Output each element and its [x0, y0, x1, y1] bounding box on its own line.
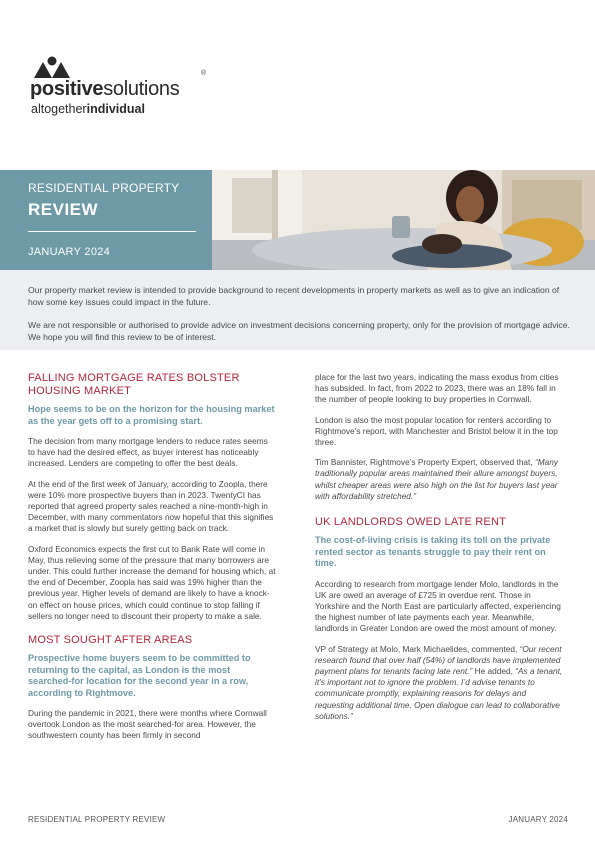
section-lead-landlords: The cost-of-living crisis is taking its toll on the private rented sector as tenants struggle to pay their rent on time. [315, 535, 551, 569]
hero-photo [212, 170, 595, 270]
banner-subtitle: RESIDENTIAL PROPERTY [28, 181, 180, 195]
section-heading-sought-areas: MOST SOUGHT AFTER AREAS [28, 634, 193, 647]
body-paragraph-continued: place for the last two years, indicating the mass exodus from cities has subsided. In fact, from 2022 to 2023, there was an 18% fall in the number of people looking to buy properties in Cornwall. [315, 372, 559, 405]
logo-tagline: altogetherindividual [31, 102, 145, 116]
footer-title: RESIDENTIAL PROPERTY REVIEW [28, 815, 166, 824]
intro-paragraph: Our property market review is intended to provide background to recent developments in property markets as well as to give an indication of how some key issues could impact in the future. [28, 285, 560, 307]
intro-disclaimer: We are not responsible or authorised to provide advice on investment decisions concerning property, only for the provision of mortgage advice. We hope you will find this review to be of interest. [28, 320, 570, 342]
body-paragraph: London is also the most popular location for renters according to Rightmove’s report, with Manchester and Bristol below it in the top three. [315, 414, 558, 448]
footer-date: JANUARY 2024 [508, 815, 568, 824]
section-heading-falling-rates: FALLING MORTGAGE RATES BOLSTER HOUSING MARKET [28, 372, 240, 397]
body-paragraph: At the end of the first week of January, according to Zoopla, there were 10% more prospective buyers than in 2023. TwentyCI has reported that agreed property sales reached a nine-month-high in December, with many commentators now hopeful that this signifies a market that is slowly but surely getting back on track. [28, 478, 274, 534]
right-column [315, 372, 563, 731]
left-column [28, 372, 276, 751]
body-paragraph: During the pandemic in 2021, there were months where Cornwall overtook London as the most searched-for area. However, the southwestern county has been firmly in second [28, 708, 267, 741]
body-paragraph: The decision from many mortgage lenders to reduce rates seems to have had the desired effect, as buyer interest has noticeably increased. Lenders are competing to offer the best deals. [28, 436, 268, 469]
logo-brand: positivesolutions [30, 78, 180, 100]
banner-date: JANUARY 2024 [28, 246, 111, 258]
quote-paragraph: Tim Bannister, Rightmove’s Property Expert, observed that, “Many traditionally popular areas maintained their allure amongst buyers, whilst cheaper areas were also high on the list for buyers last year with affordability stretched.” [315, 457, 559, 501]
body-paragraph: Oxford Economics expects the first cut to Bank Rate will come in May, thus relieving some of the pressure that many borrowers are under. This could further increase the demand for housing which, at the end of December, Zoopla has said was 19% higher than the previous year. Higher levels of demand are likely to have a knock-on effect on house prices, which could continue to stop falling if sellers no longer need to discount their property to make a sale. [28, 543, 276, 621]
quote-paragraph: VP of Strategy at Molo, Mark Michaelides, commented, “Our recent research found that over half (54%) of landlords have implemented payment plans for tenants facing late rent.” He added, “As a tenant, it’s important not to ignore the problem. I’d advise tenants to communicate promptly, explaining reasons for delays and requesting additional time. Open dialogue can lead to collaborative solutions.” [315, 643, 563, 721]
logo-mark-icon [34, 56, 70, 78]
body-paragraph: According to research from mortgage lender Molo, landlords in the UK are owed an average of £725 in overdue rent. Those in Yorkshire and the North East are particularly affected, experiencing the highest number of late payments each year. Meanwhile, landlords in Greater London are owed the most amount of money. [315, 578, 561, 634]
section-lead-sought-areas: Prospective home buyers seem to be committed to returning to the capital, as London is the most searched-for location for the second year in a row, according to Rightmove. [28, 653, 251, 698]
banner-divider [28, 231, 196, 232]
section-lead-falling-rates: Hope seems to be on the horizon for the housing market as the year gets off to a promising start. [28, 404, 275, 426]
banner-title: REVIEW [28, 200, 99, 219]
section-heading-landlords: UK LANDLORDS OWED LATE RENT [315, 516, 507, 529]
registered-mark: ® [201, 70, 207, 77]
